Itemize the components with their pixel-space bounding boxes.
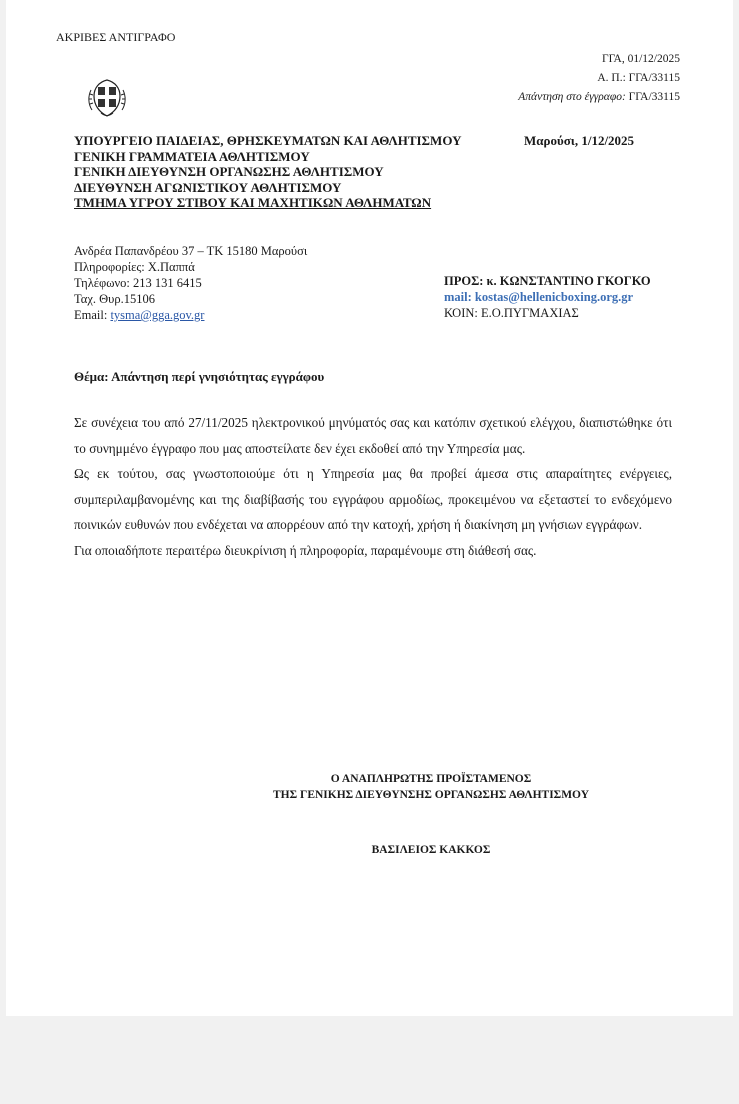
contact-details bbox=[74, 243, 307, 323]
address: Ανδρέα Παπανδρέου 37 – ΤΚ 15180 Μαρούσι bbox=[74, 244, 308, 258]
ref-reply-label: Απάντηση στο έγγραφο: bbox=[518, 91, 629, 103]
general-secretariat: ΓΕΝΙΚΗ ΓΡΑΜΜΑΤΕΙΑ ΑΘΛΗΤΙΣΜΟΥ bbox=[74, 148, 310, 164]
body-paragraph-1: Σε συνέχεια του από 27/11/2025 ηλεκτρονικού μηνύματός σας και κατόπιν σχετικού ελέγχου, διαπιστώθηκε ότι το συνημμένο έγγραφο που μας αποστείλατε δεν έχει εκδοθεί από την Υπηρεσία μας. bbox=[74, 415, 672, 456]
issuing-authority bbox=[74, 133, 462, 211]
greek-coat-of-arms-icon bbox=[85, 76, 129, 120]
contact-person: Πληροφορίες: Χ.Παππά bbox=[74, 260, 195, 274]
ministry-name: ΥΠΟΥΡΓΕΙΟ ΠΑΙΔΕΙΑΣ, ΘΡΗΣΚΕΥΜΑΤΩΝ ΚΑΙ ΑΘΛΗΤΙΣΜΟΥ bbox=[74, 133, 462, 148]
place-date: Μαρούσι, 1/12/2025 bbox=[524, 133, 635, 148]
phone: Τηλέφωνο: 213 131 6415 bbox=[74, 276, 202, 290]
recipient-block bbox=[444, 273, 651, 321]
signatory-title bbox=[236, 772, 626, 803]
ref-date: ΓΓΑ, 01/12/2025 bbox=[602, 53, 680, 65]
signatory-name: ΒΑΣΙΛΕΙΟΣ ΚΑΚΚΟΣ bbox=[371, 844, 491, 856]
directorate: ΔΙΕΥΘΥΝΣΗ ΑΓΩΝΙΣΤΙΚΟΥ ΑΘΛΗΤΙΣΜΟΥ bbox=[74, 179, 342, 195]
ref-reply-value: ΓΓΑ/33115 bbox=[628, 91, 680, 103]
email-link[interactable]: tysma@gga.gov.gr bbox=[110, 308, 205, 322]
general-directorate: ΓΕΝΙΚΗ ΔΙΕΥΘΥΝΣΗ ΟΡΓΑΝΩΣΗΣ ΑΘΛΗΤΙΣΜΟΥ bbox=[74, 164, 384, 179]
ref-reply-to bbox=[518, 88, 680, 107]
subject-line: Θέμα: Απάντηση περί γνησιότητας εγγράφου bbox=[74, 369, 325, 384]
signatory-title-line1: Ο ΑΝΑΠΛΗΡΩΤΗΣ ΠΡΟΪΣΤΑΜΕΝΟΣ bbox=[330, 773, 532, 785]
recipient-to: ΠΡΟΣ: κ. ΚΩΝΣΤΑΝΤΙΝΟ ΓΚΟΓΚΟ bbox=[444, 274, 651, 288]
letter-body bbox=[74, 410, 672, 564]
department: ΤΜΗΜΑ ΥΓΡΟΥ ΣΤΙΒΟΥ ΚΑΙ ΜΑΧΗΤΙΚΩΝ ΑΘΛΗΜΑΤΩΝ bbox=[74, 195, 432, 210]
body-paragraph-2: Ως εκ τούτου, σας γνωστοποιούμε ότι η Υπηρεσία μας θα προβεί άμεσα στις απαραίτητες ενέργειες, συμπεριλαμβανομένης και της διαβίβασής του εγγράφου αρμοδίως, προκειμένου να εξεταστεί το ενδεχόμενο ποινικών ευθυνών που ενδέχεται να απορρέουν από την κατοχή, χρήση ή διακίνηση μη γνήσιων εγγράφων. bbox=[74, 466, 672, 533]
email-label: Email: bbox=[74, 308, 111, 322]
reference-block bbox=[518, 50, 680, 107]
recipient-cc: ΚΟΙΝ: Ε.Ο.ΠΥΓΜΑΧΙΑΣ bbox=[444, 306, 579, 320]
certified-copy-label: ΑΚΡΙΒΕΣ ΑΝΤΙΓΡΑΦΟ bbox=[56, 30, 176, 44]
signatory-title-line2: ΤΗΣ ΓΕΝΙΚΗΣ ΔΙΕΥΘΥΝΣΗΣ ΟΡΓΑΝΩΣΗΣ ΑΘΛΗΤΙΣΜΟΥ bbox=[273, 788, 589, 801]
body-paragraph-3: Για οποιαδήποτε περαιτέρω διευκρίνιση ή πληροφορία, παραμένουμε στη διάθεσή σας. bbox=[74, 542, 537, 558]
document-page bbox=[6, 0, 733, 1016]
recipient-mail[interactable]: mail: kostas@hellenicboxing.org.gr bbox=[444, 290, 634, 304]
email-line bbox=[74, 307, 307, 323]
postal-box: Ταχ. Θυρ.15106 bbox=[74, 292, 155, 306]
ref-protocol-number: Α. Π.: ΓΓΑ/33115 bbox=[597, 72, 680, 84]
